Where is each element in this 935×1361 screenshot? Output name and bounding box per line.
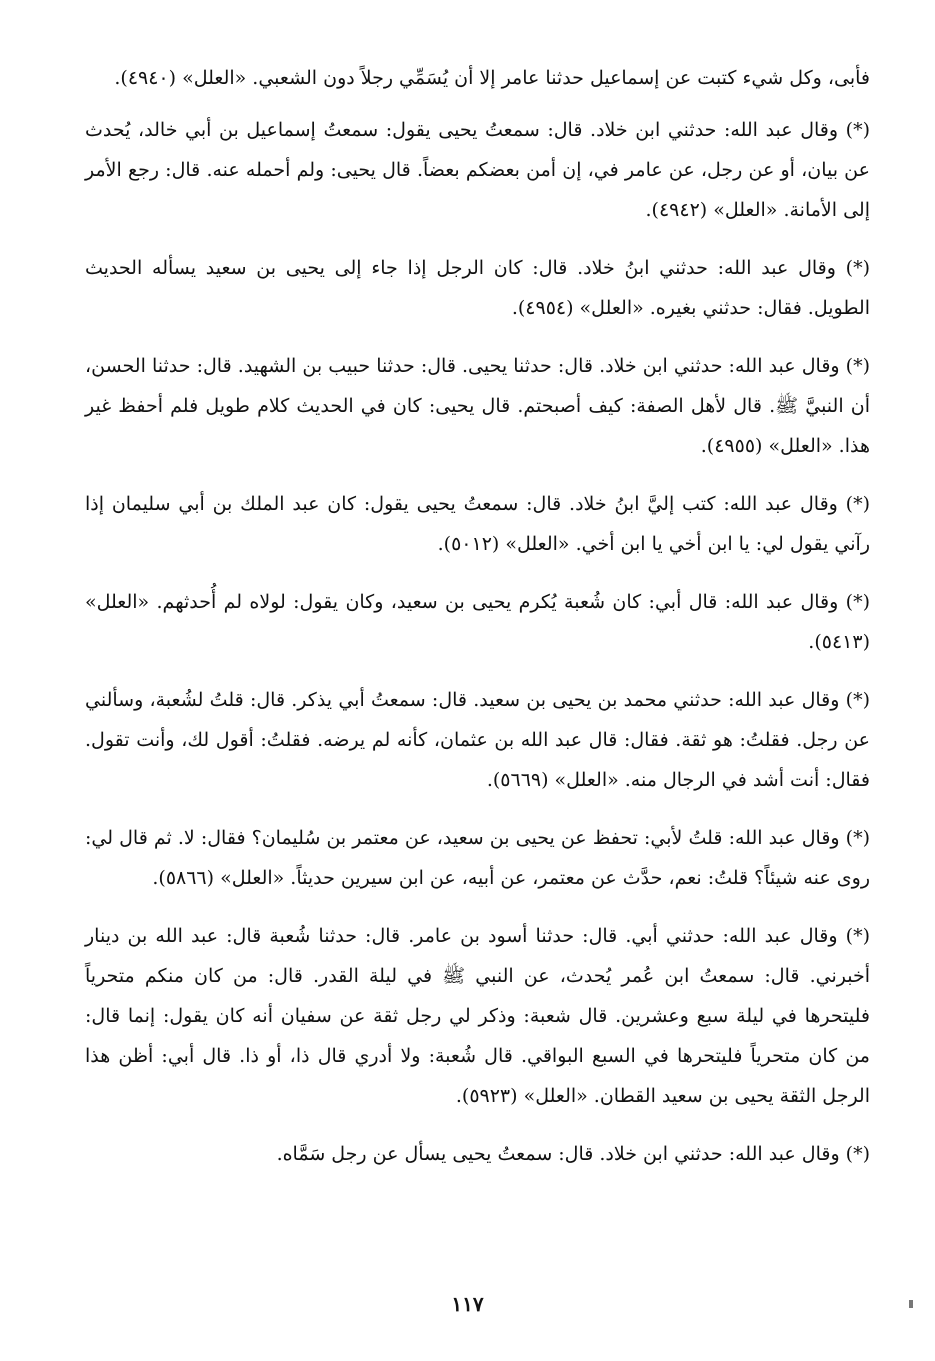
text-paragraph: (*) وقال عبد الله: حدثني محمد بن يحيى بن سعيد. قال: سمعتُ أبي يذكر. قال: قلتُ لشُعبة، وسألني عن رجل. فقلتُ: هو ثقة. فقال: قال عبد الله بن عثمان، كأنه لم يرضه. فقلتُ: أقول لك، وأنت تقول. فقال: أنت أشد في الرجال منه. «العلل» (٥٦٦٩).: [85, 689, 870, 791]
page-text: [85, 58, 870, 1192]
page-number: ١١٧: [451, 1292, 484, 1316]
text-paragraph: (*) وقال عبد الله: حدثني ابنُ خلاد. قال: كان الرجل إذا جاء إلى يحيى بن سعيد يسأله الحديث الطويل. فقال: حدثني بغيره. «العلل» (٤٩٥٤).: [85, 257, 870, 319]
text-paragraph: (*) وقال عبد الله: حدثني ابن خلاد. قال: سمعتُ يحيى يقول: سمعتُ إسماعيل بن أبي خالد، يُحدث عن بيان، أو عن رجل، عن عامر في، إن أمن بعضكم بعضاً. قال يحيى: ولم أحمله عنه. قال: رجع الأمر إلى الأمانة. «العلل» (٤٩٤٢).: [85, 119, 870, 221]
text-paragraph: (*) وقال عبد الله: كتب إليَّ ابنُ خلاد. قال: سمعتُ يحيى يقول: كان عبد الملك بن أبي سليمان إذا رآني يقول لي: يا ابن أخي يا ابن أخي. «العلل» (٥٠١٢).: [85, 493, 870, 555]
text-paragraph: (*) وقال عبد الله: حدثني ابن خلاد. قال: سمعتُ يحيى يسأل عن رجل سَمَّاه.: [276, 1143, 870, 1165]
text-paragraph: (*) وقال عبد الله: قلتُ لأبي: تحفظ عن يحيى بن سعيد، عن معتمر بن سُليمان؟ فقال: لا. ثم قال لي: روى عنه شيئاً؟ قلتُ: نعم، حدَّث عن معتمر، عن أبيه، عن ابن سيرين حديثاً. «العلل» (٥٨٦٦).: [85, 827, 870, 889]
text-paragraph: (*) وقال عبد الله: حدثني ابن خلاد. قال: حدثنا يحيى. قال: حدثنا حبيب بن الشهيد. قال: حدثنا الحسن، أن النبيَّ ﷺ. قال لأهل الصفة: كيف أصبحتم. قال يحيى: كان في الحديث كلام طويل فلم أحفظ غير هذا. «العلل» (٤٩٥٥).: [85, 355, 870, 457]
text-paragraph: فأبى، وكل شيء كتبت عن إسماعيل حدثنا عامر إلا أن يُسَمِّي رجلاً دون الشعبي. «العلل» (٤٩٤٠).: [114, 67, 870, 89]
text-paragraph: (*) وقال عبد الله: حدثني أبي. قال: حدثنا أسود بن عامر. قال: حدثنا شُعبة قال: عبد الله بن دينار أخبرني. قال: سمعتُ ابن عُمر يُحدث، عن النبي ﷺ في ليلة القدر. قال: من كان منكم متحرياً فليتحرها في ليلة سبع وعشرين. قال شعبة: وذكر لي رجل ثقة عن سفيان أنه كان يقول: إنما قال: من كان متحرياً فليتحرها في السبع البواقي. قال شُعبة: ولا أدري قال ذا، أو ذا. قال أبي: أظن هذا الرجل الثقة يحيى بن سعيد القطان. «العلل» (٥٩٢٣).: [85, 925, 870, 1107]
scan-mark: [909, 1300, 913, 1308]
text-paragraph: (*) وقال عبد الله: قال أبي: كان شُعبة يُكرم يحيى بن سعيد، وكان يقول: لولاه لم أُحدثهم. «العلل» (٥٤١٣).: [85, 591, 870, 653]
